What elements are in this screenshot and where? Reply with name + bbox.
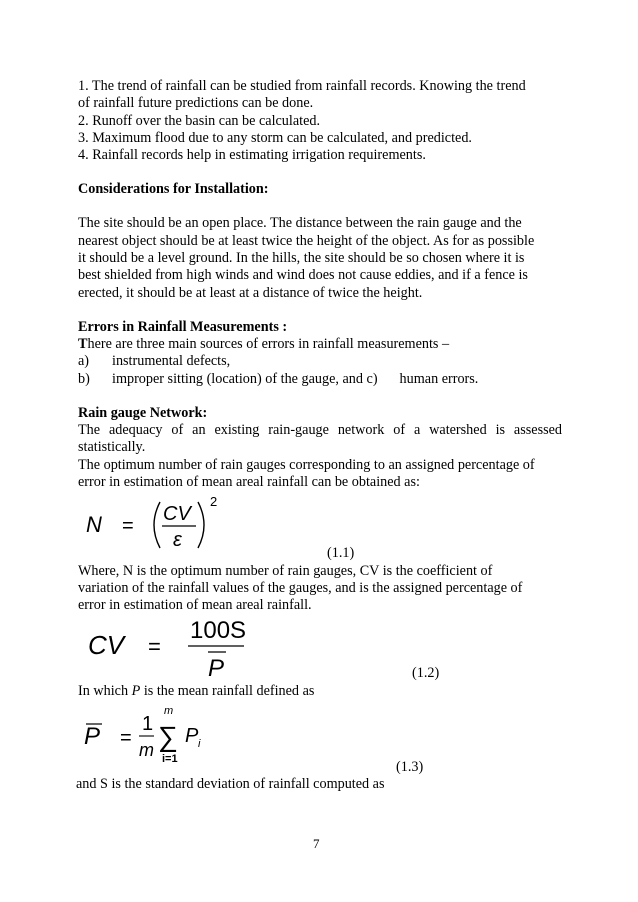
- eq3-lhs: P: [84, 723, 101, 750]
- uses-line-2: of rainfall future predictions can be done.: [78, 95, 314, 111]
- eq3-sum-lower: i=1: [162, 753, 178, 765]
- in-which-prefix: In which: [78, 683, 132, 699]
- where-line-1: Where, N is the optimum number of rain gauges, CV is the coefficient of: [78, 563, 493, 579]
- errors-intro-initial: T: [78, 336, 88, 352]
- in-which-line: [78, 683, 314, 700]
- uses-line-4: 3. Maximum flood due to any storm can be calculated, and predicted.: [78, 130, 472, 146]
- eq1-exponent: 2: [210, 494, 218, 509]
- installation-line-2: nearest object should be at least twice the height of the object. As for as possible: [78, 233, 535, 249]
- eq1-denominator: ε: [173, 529, 182, 551]
- eq2-equals: =: [148, 634, 161, 659]
- network-line-3: The optimum number of rain gauges corresponding to an assigned percentage of: [78, 457, 535, 473]
- where-line-3: error in estimation of mean areal rainfall.: [78, 597, 312, 613]
- errors-intro: [78, 336, 449, 353]
- eq1-lhs: N: [86, 512, 102, 537]
- equation-1-3: [84, 702, 224, 768]
- eq1-left-paren: [154, 502, 160, 548]
- equation-1-2: [84, 614, 264, 684]
- eq3-number: (1.3): [396, 759, 424, 775]
- in-which-suffix: is the mean rainfall defined as: [140, 683, 315, 699]
- uses-line-3: 2. Runoff over the basin can be calculated.: [78, 113, 321, 129]
- installation-line-4: best shielded from high winds and wind does not cause eddies, and if a fence is: [78, 267, 528, 283]
- network-line-1: The adequacy of an existing rain-gauge network of a watershed is assessed: [78, 422, 562, 438]
- in-which-var: P: [131, 683, 141, 699]
- errors-item-a-label: a): [78, 353, 90, 369]
- equation-1-1: [78, 494, 228, 556]
- errors-item-b: [78, 371, 478, 388]
- eq3-term-sub: i: [198, 738, 201, 750]
- eq1-number: (1.1): [327, 545, 355, 561]
- eq2-number: (1.2): [412, 665, 440, 681]
- eq1-numerator: CV: [163, 503, 191, 525]
- errors-item-a: [78, 353, 230, 370]
- eq2-lhs: CV: [88, 630, 125, 660]
- errors-heading: Errors in Rainfall Measurements :: [78, 319, 288, 335]
- errors-item-b-label: b): [78, 371, 90, 387]
- installation-heading: Considerations for Installation:: [78, 181, 269, 197]
- page-number: 7: [313, 836, 320, 851]
- installation-line-3: it should be a level ground. In the hills, the site should be so chosen where it is: [78, 250, 525, 266]
- installation-line-1: The site should be an open place. The distance between the rain gauge and the: [78, 215, 522, 231]
- network-line-2: statistically.: [78, 439, 146, 455]
- eq3-term-var: P: [185, 725, 199, 747]
- errors-item-a-text: instrumental defects,: [112, 353, 231, 369]
- network-heading: Rain gauge Network:: [78, 405, 208, 421]
- network-line-4: error in estimation of mean areal rainfall can be obtained as:: [78, 474, 420, 490]
- errors-item-c-text: human errors.: [399, 371, 479, 387]
- eq2-denominator: P: [208, 655, 225, 682]
- installation-line-5: erected, it should be at least at a distance of twice the height.: [78, 285, 423, 301]
- eq3-sum-upper: m: [164, 705, 174, 717]
- where-line-2: variation of the rainfall values of the gauges, and is the assigned percentage of: [78, 580, 523, 596]
- eq1-equals: =: [122, 515, 134, 537]
- eq3-frac-den: m: [139, 740, 154, 760]
- eq3-equals: =: [120, 727, 132, 749]
- std-dev-line: and S is the standard deviation of rainfall computed as: [76, 776, 385, 792]
- errors-intro-text: here are three main sources of errors in rainfall measurements –: [87, 336, 450, 352]
- uses-line-1: 1. The trend of rainfall can be studied from rainfall records. Knowing the trend: [78, 78, 526, 94]
- eq3-sum-symbol: ∑: [158, 721, 178, 752]
- errors-item-b-text: improper sitting (location) of the gauge, and c): [112, 371, 378, 387]
- eq1-right-paren: [198, 502, 204, 548]
- eq2-numerator: 100S: [190, 617, 247, 644]
- eq3-frac-num: 1: [142, 713, 154, 735]
- uses-line-5: 4. Rainfall records help in estimating irrigation requirements.: [78, 147, 426, 163]
